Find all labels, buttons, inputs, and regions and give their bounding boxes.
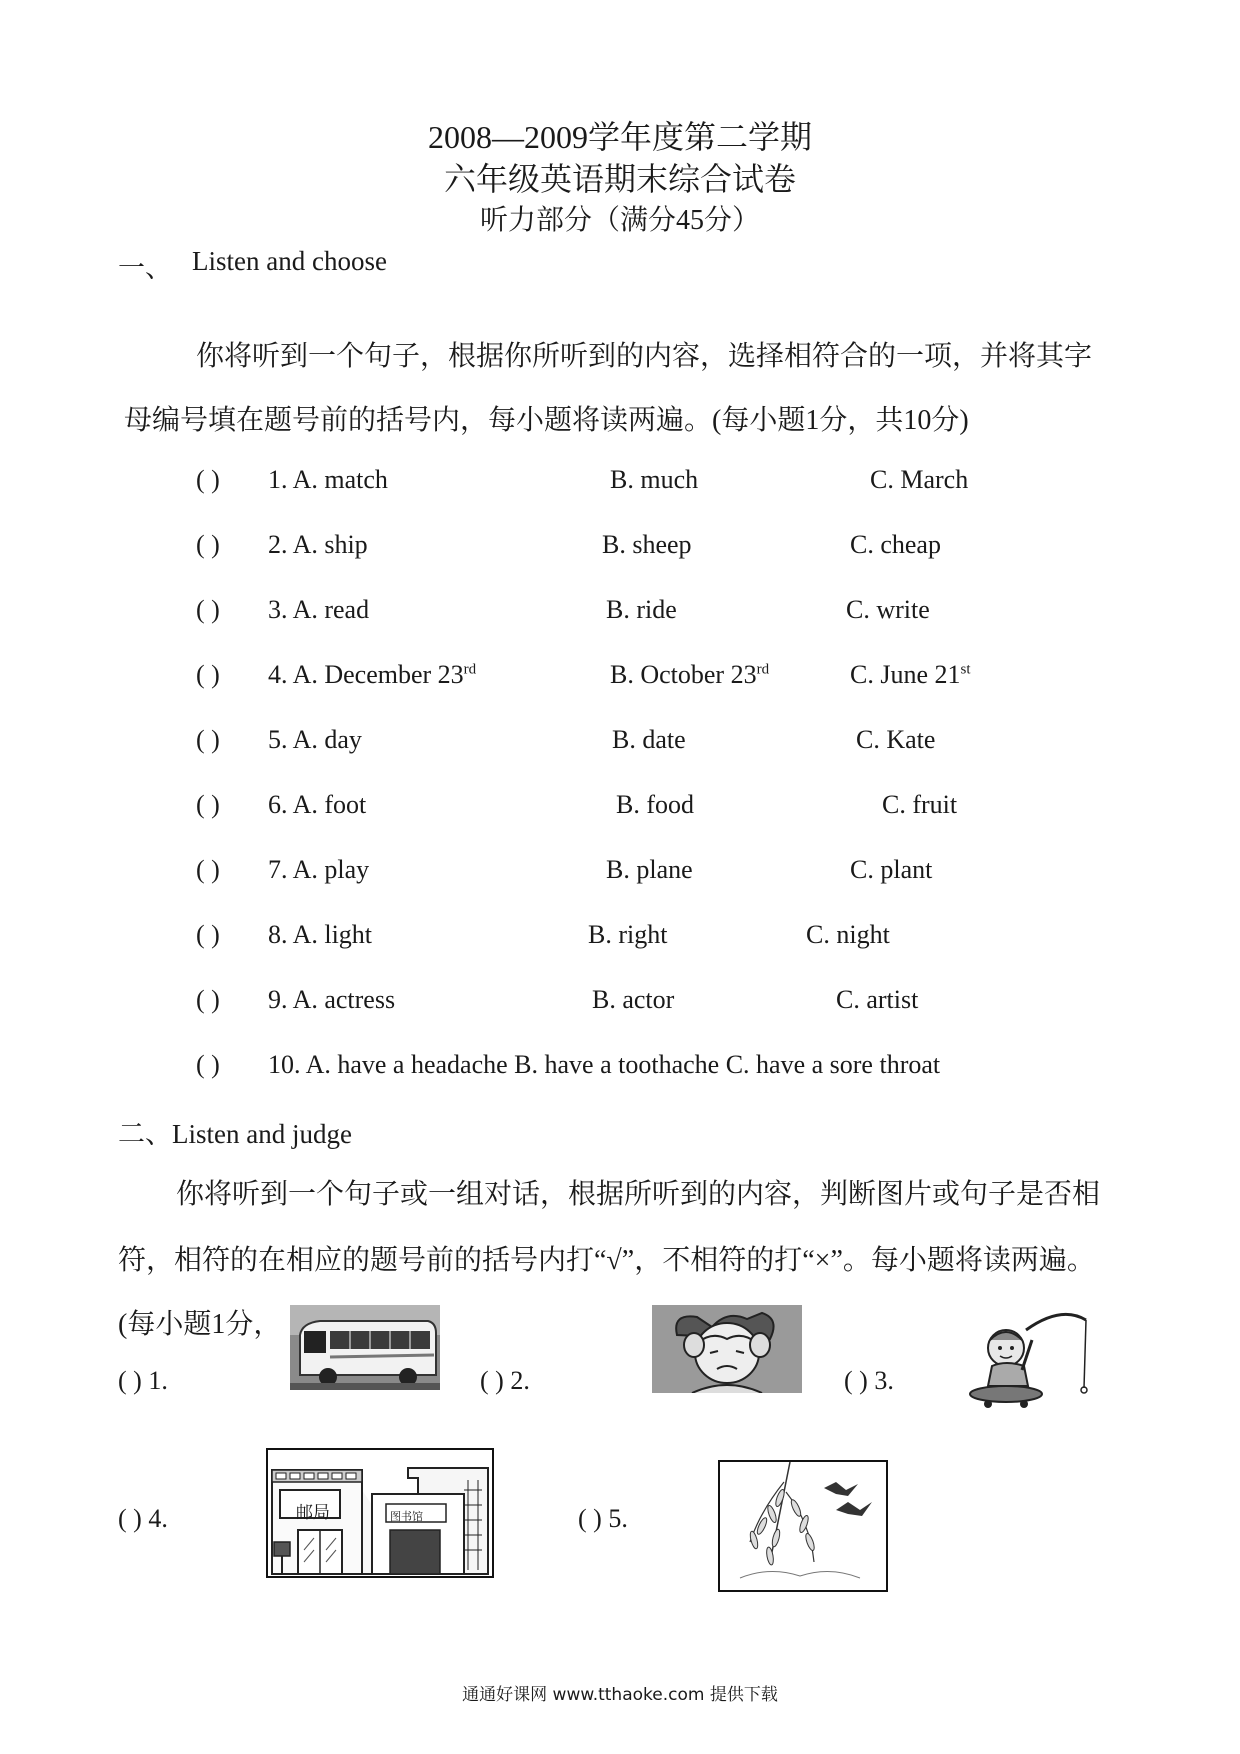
section1-instruction-line1: 你将听到一个句子，根据你所听到的内容，选择相符合的一项，并将其字 (196, 341, 1093, 372)
option-c (850, 855, 932, 885)
option-a (268, 725, 362, 755)
option-b-text: B. much (610, 465, 699, 494)
option-a (268, 660, 476, 690)
option-a-text: 7. A. play (268, 855, 370, 884)
answer-paren: ( ) (196, 985, 220, 1014)
option-c (870, 465, 968, 495)
bus-icon (290, 1305, 440, 1390)
section1-heading: Listen and choose (192, 246, 387, 276)
answer-paren: ( ) (196, 465, 220, 494)
answer-paren: ( ) (196, 725, 220, 754)
option-b (602, 530, 692, 560)
option-b (612, 725, 686, 755)
option-c-text: C. March (870, 465, 969, 494)
option-c (882, 790, 957, 820)
footer-text: 通通好课网 www.tthaoke.com 提供下载 (462, 1685, 778, 1705)
answer-paren: ( ) (196, 790, 220, 819)
answer-paren: ( ) (196, 920, 220, 949)
option-b-text: B. food (616, 790, 694, 819)
option-a (268, 1050, 940, 1080)
option-c-sup: st (960, 661, 971, 678)
option-c (856, 725, 935, 755)
option-c (850, 660, 971, 690)
option-b (616, 790, 694, 820)
option-c-text: C. fruit (882, 790, 958, 819)
option-c-text: C. write (846, 595, 930, 624)
answer-paren: ( ) (196, 660, 220, 689)
judge-item-2-label: ( ) 2. (480, 1366, 530, 1395)
section2-instruction-line3: (每小题1分， (118, 1309, 282, 1340)
option-c (846, 595, 930, 625)
option-a (268, 530, 368, 560)
option-a (268, 855, 369, 885)
exam-title-line3: 听力部分（满分45分） (479, 205, 760, 236)
option-c-text: C. Kate (856, 725, 936, 754)
judge-item-1-label: ( ) 1. (118, 1366, 168, 1395)
option-c-text: C. cheap (850, 530, 941, 559)
option-a (268, 790, 366, 820)
option-a (268, 595, 369, 625)
option-a-text: 10. A. have a headache B. have a toothache C. have a sore throat (268, 1050, 941, 1079)
option-b (610, 660, 769, 690)
option-b-text: B. ride (606, 595, 677, 624)
option-a-text: 6. A. foot (268, 790, 367, 819)
girl-headache-icon (652, 1305, 802, 1393)
option-b-text: B. plane (606, 855, 693, 884)
option-c-text: C. night (806, 920, 890, 949)
fishing-boy-icon (966, 1310, 1096, 1410)
option-a (268, 985, 395, 1015)
option-a (268, 465, 388, 495)
option-a-text: 5. A. day (268, 725, 362, 754)
post-office-sign: 邮局 (296, 1503, 330, 1523)
option-c-text: C. June 21 (850, 660, 961, 689)
option-b-text: B. October 23 (610, 660, 757, 689)
option-b-text: B. right (588, 920, 668, 949)
section1-number: 一、 (118, 253, 172, 283)
option-b (606, 595, 677, 625)
option-c (850, 530, 941, 560)
section2-heading: 二、Listen and judge (118, 1119, 352, 1149)
option-a (268, 920, 372, 950)
answer-paren: ( ) (196, 595, 220, 624)
option-a-text: 2. A. ship (268, 530, 368, 559)
option-a-text: 8. A. light (268, 920, 373, 949)
library-sign: 图书馆 (390, 1510, 423, 1523)
judge-item-4-label: ( ) 4. (118, 1504, 168, 1533)
answer-paren: ( ) (196, 1050, 220, 1079)
section1-instruction-line2: 母编号填在题号前的括号内，每小题将读两遍。(每小题1分，共10分) (124, 405, 969, 436)
option-b-sup: rd (756, 661, 770, 678)
section2-instruction-line2: 符，相符的在相应的题号前的括号内打“√”，不相符的打“×”。每小题将读两遍。 (118, 1245, 1095, 1276)
option-b-text: B. date (612, 725, 686, 754)
option-c (836, 985, 918, 1015)
option-a-text: 1. A. match (268, 465, 388, 494)
option-c-text: C. plant (850, 855, 933, 884)
judge-item-3-label: ( ) 3. (844, 1366, 894, 1395)
post-office-library-icon (266, 1448, 494, 1578)
option-b (606, 855, 693, 885)
section2-instruction-line1: 你将听到一个句子或一组对话，根据所听到的内容，判断图片或句子是否相 (176, 1179, 1101, 1210)
option-a-text: 9. A. actress (268, 985, 396, 1014)
exam-title-line1: 2008—2009学年度第二学期 (427, 119, 812, 155)
option-b (592, 985, 674, 1015)
judge-item-5-label: ( ) 5. (578, 1504, 628, 1533)
option-a-text: 4. A. December 23 (268, 660, 464, 689)
option-a-text: 3. A. read (268, 595, 370, 624)
option-b (588, 920, 667, 950)
option-b-text: B. actor (592, 985, 675, 1014)
exam-title-line2: 六年级英语期末综合试卷 (443, 161, 796, 197)
option-b (610, 465, 698, 495)
swallows-willow-icon (718, 1460, 888, 1592)
option-a-sup: rd (463, 661, 477, 678)
option-c-text: C. artist (836, 985, 919, 1014)
option-b-text: B. sheep (602, 530, 692, 559)
answer-paren: ( ) (196, 855, 220, 884)
option-c (806, 920, 890, 950)
answer-paren: ( ) (196, 530, 220, 559)
